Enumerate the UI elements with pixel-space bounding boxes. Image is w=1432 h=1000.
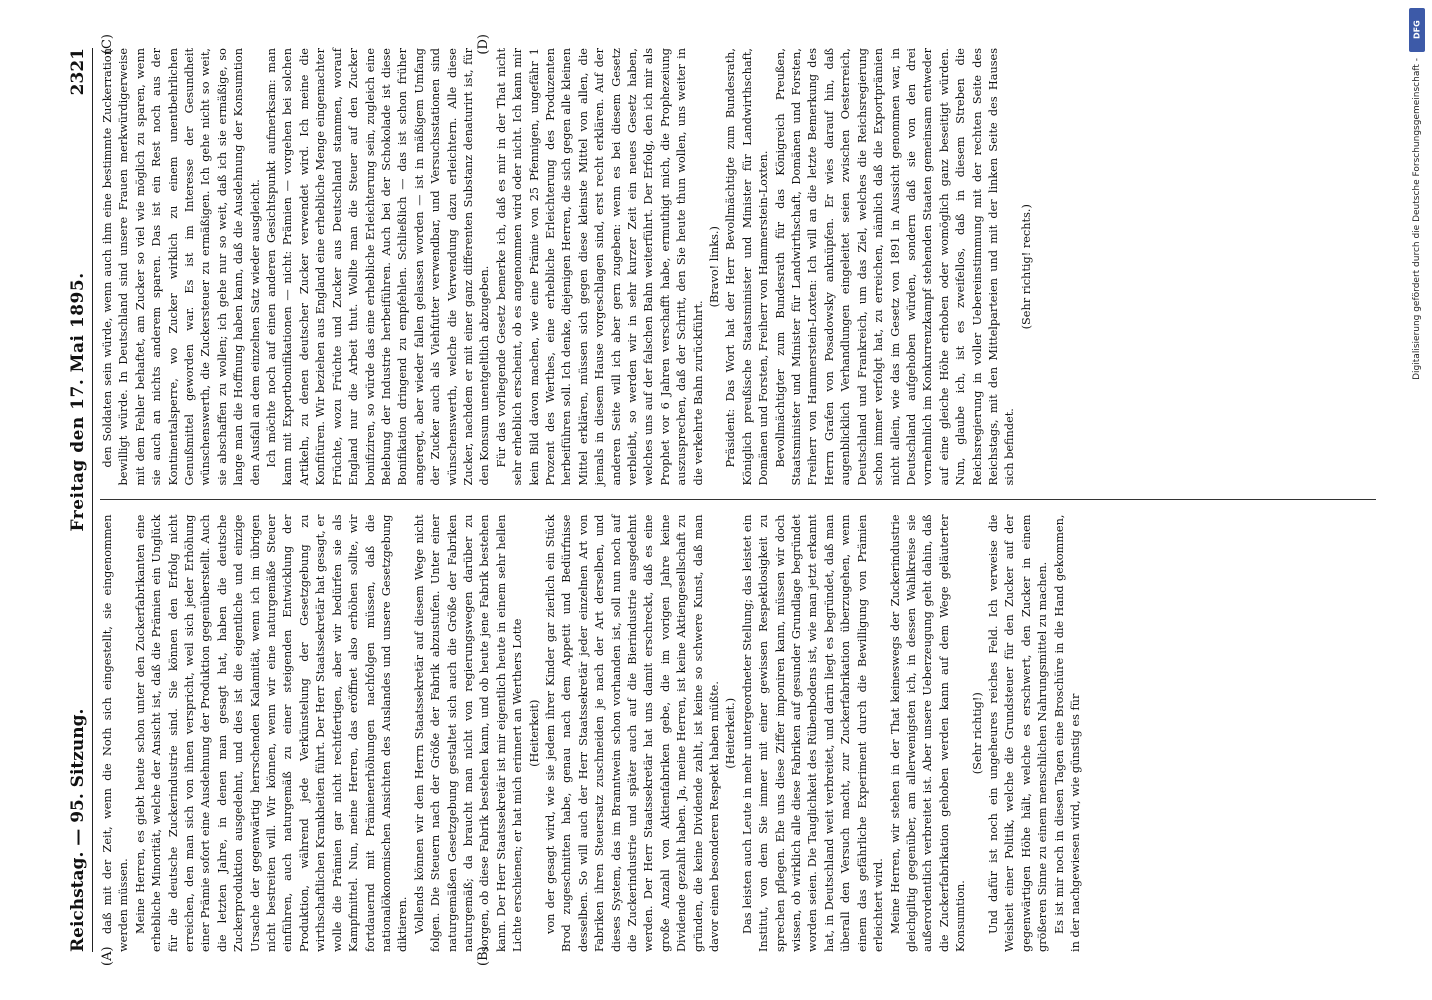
text-column-right <box>100 34 1376 486</box>
margin-marker-a: (A) <box>100 946 115 966</box>
paragraph: den Soldaten sein würde, wenn auch ihm eine bestimmte Zuckerration bewilligt würde. In Deutschland sind unsere Frauen merkwürdigerweise mit dem Fehler behaftet, am Zucker so viel wie möglich zu sparen, wenn sie auch an nichts anderem sparen. Das ist ein Rest noch aus der Kontinentalsperre, wo Zucker wirklich zu einem unentbehrlichen Genußmittel geworden war. Es ist im Interesse der Gesundheit wünschenswerth, die Zuckersteuer zu ermäßigen. Ich gehe nicht so weit, sie abschaffen zu wollen; ich gehe nur so weit, daß ich sie ermäßige, so lange man die Hoffnung haben kann, daß die Ausdehnung der Konsumtion den Ausfall an dem einzelnen Satz wieder ausgleicht. <box>101 48 262 486</box>
paragraph: Ich möchte noch auf einen anderen Gesichtspunkt aufmerksam: man kann mit Exportbonifikationen — nicht: Prämien — vorgehen bei solchen Artikeln, zu denen deutscher Zucker verwendet wird. Ich meine die Konfitüren. Wir beziehen aus England eine erhebliche Menge eingemachter Früchte, wozu Früchte und Zucker aus Deutschland stammen, worauf England nur die Arbeit thut. Wollte man die Steuer auf den Zucker bonifiziren, so würde das eine erhebliche Erleichterung sein, zugleich eine Belebung der Industrie herbeiführen. Auch bei der Schokolade ist diese Bonifikation dringend zu empfehlen. Schließlich — das ist schon früher angeregt, aber wieder fallen gelassen worden — ist in mäßigem Umfang der Zucker auch als Viehfutter verwendbar, und Versuchsstationen sind wünschenswerth, welche die Verwendung dazu erleichtern. Alle diese Zucker, nachdem er mit einer ganz differenten Substanz denaturirt ist, für den Konsum unentgeltlich abzugeben. <box>265 48 492 486</box>
column-divider <box>100 500 1376 501</box>
page-body <box>100 34 1376 966</box>
digitization-credit <box>1404 8 1430 598</box>
paragraph: Präsident: Das Wort hat der Herr Bevollmächtigte zum Bundesrath, Königlich preußische Staatsminister und Minister für Landwirthschaft, Domänen und Forsten, Freiherr von Hammerstein-Loxten. <box>724 48 771 486</box>
header-date: Freitag den 17. Mai 1895. <box>68 272 88 532</box>
paragraph: Vollends können wir dem Herrn Staatssekretär auf diesem Wege nicht folgen. Die Steuern nach der Größe der Fabrik abzustufen. Unter einer naturgemäßen Gesetzgebung gestaltet sich auch die Größe der Fabriken naturgemäß; da braucht man nicht von regierungswegen darüber zu sorgen, ob diese Fabrik bestehen kann, und ob heute jene Fabrik bestehen kann. Der Herr Staatssekretär ist mir eigentlich heute in einem sehr hellen Lichte erschienen; er hat mich erinnert an Werthers Lotte <box>412 514 525 952</box>
text-column-left <box>100 514 1376 966</box>
page-header <box>58 48 93 952</box>
paragraph: Und dafür ist noch ein ungeheures reiches Feld. Ich verweise die Weisheit einer Politik, welche die Grundsteuer für den Zucker auf der gegenwärtigen Höhe hält, welche es erschwert, den Zucker in einem größeren Sinne zu einem menschlichen Nahrungsmittel zu machen. <box>986 514 1050 952</box>
header-left: Reichstag. — 95. Sitzung. <box>68 708 88 952</box>
paragraph: Das leisten auch Leute in mehr untergeordneter Stellung; das leistet ein Institut, von dem Sie immer mit einer gewissen Respektlosigkeit zu sprechen pflegen. Ehe uns diese Ziffer imponiren kann, müssen wir doch wissen, ob wirklich alle diese Fabriken auf gesunder Grundlage begründet worden seien. Die Tauglichkeit des Rübenbodens ist, wie man jetzt erkannt hat, in Deutschland weit verbreitet, und darin liegt es begründet, daß man überall den Versuch macht, zur Zuckerfabrikation überzugehen, wenn einem das gefährliche Experiment durch die Bewilligung von Prämien erleichtert wird. <box>740 514 886 952</box>
paragraph: Für das vorliegende Gesetz bemerke ich, daß es mir in der That nicht sehr erheblich erscheint, ob es angenommen wird oder nicht. Ich kann mir kein Bild davon machen, wie eine Prämie von 25 Pfennigen, ungefähr 1 Prozent des Werthes, eine erhebliche Erleichterung des Produzenten herbeiführen soll. Ich denke, diejenigen Herren, die sich gegen alle kleinen Mittel erklären, müssen sich gegen diese kleinste Mittel von allen, die jemals in diesem Hause vorgeschlagen sind, erst recht erklären. Auf der anderen Seite will ich aber gern zugeben: wenn es bei diesem Gesetz verbleibt, so werden wir in sehr kurzer Zeit ein neues Gesetz haben, welches uns auf der falschen Bahn weiterführt. Der Erfolg, den ich mir als Prophet vor 6 Jahren verschafft habe, ermuthigt mich, die Prophezeiung auszusprechen, daß der Schritt, den Sie heute thun wollen, uns weiter in die verkehrte Bahn zurückführt. <box>494 48 705 486</box>
paragraph: Bevollmächtigter zum Bundesrath für das Königreich Preußen, Staatsminister und Minister für Landwirthschaft, Domänen und Forsten, Freiherr von Hammerstein-Loxten: Ich will an die letzte Bemerkung des Herrn Grafen von Posadowsky anknüpfen. Er wies darauf hin, daß augenblicklich Verhandlungen eingeleitet seien zwischen Oesterreich, Deutschland und Frankreich, um das Ziel, welches die Reichsregierung schon immer verfolgt hat, zu erreichen, nämlich daß die Exportprämien nicht allein, wie das im Gesetz von 1891 in Aussicht genommen war, in Deutschland aufgehoben würden, sondern daß sie von den drei vornehmlich im Konkurrenzkampf stehenden Staaten gemeinsam entweder auf eine gleiche Höhe erhoben oder womöglich ganz beseitigt würden. Nun, glaube ich, ist es zweifellos, daß in diesem Streben die Reichsregierung in voller Uebereinstimmung mit der rechten Seite des Reichstags, mit den Mittelparteien und mit der linken Seite des Hauses sich befindet. <box>773 48 1017 486</box>
margin-marker-d: (D) <box>476 34 491 55</box>
paragraph: daß mit der Zeit, wenn die Noth sich eingestellt, sie eingenommen werden müssen. <box>101 514 131 952</box>
credit-text: Digitalisierung gefördert durch die Deutsche Forschungsgemeinschaft - <box>1412 58 1422 380</box>
document-page <box>40 30 1392 970</box>
interjection: (Sehr richtig!) <box>970 692 984 775</box>
paragraph: von der gesagt wird, wie sie jedem ihrer Kinder gar zierlich ein Stück Brod zugeschnitten habe, genau nach dem Appetit und Bedürfnisse desselben. So will auch der Herr Staatssekretär jeder einzelnen Art von Fabriken ihren Steuersatz zuschneiden je nach der Art derselben, und dieses System, das im Branntwein schon vorhanden ist, soll nun noch auf die Zuckerindustrie und später auch auf die Bierindustrie ausgedehnt werden. Der Herr Staatssekretär hat uns damit erschreckt, daß es eine große Anzahl von Aktienfabriken gebe, die im vorigen Jahre keine Dividende gezahlt haben. Ja, meine Herren, ist keine Aktiengesellschaft zu gründen, die keine Dividende zahlt, ist keine so schwere Kunst, daß man davor einen besonderen Respekt haben müßte. <box>543 514 722 952</box>
interjection: (Bravo! links.) <box>708 226 722 308</box>
paragraph: Es ist mir noch in diesen Tagen eine Broschüre in die Hand gekommen, in der nachgewiesen wird, wie günstig es für <box>1052 514 1082 952</box>
interjection: (Heiterkeit.) <box>724 697 738 769</box>
margin-marker-c: (C) <box>100 34 115 55</box>
interjection: (Heiterkeit) <box>527 699 541 767</box>
margin-marker-b: (B) <box>476 946 491 966</box>
paragraph: Meine Herren, es giebt heute schon unter den Zuckerfabrikanten eine erhebliche Minorität, welche der Ansicht ist, daß die Prämien ein Unglück für die deutsche Zuckerindustrie sind. Sie können den Erfolg nicht erreichen, den man sich von ihnen verspricht, weil sich jeder Erhöhung einer Prämie sofort eine Ausdehnung der Produktion gegenüberstellt. Auch die letzten Jahre, in denen man gesagt hat, haben die deutsche Zuckerproduktion ausgedehnt, und dies ist die eigentliche und einzige Ursache der gegenwärtig herrschenden Kalamität, wenn ich im übrigen nicht bestreiten will. Wir können, wenn wir eine naturgemäße Steuer einführen, auch naturgemäß zu einer steigenden Entwicklung der Produktion, während jede Verkünstelung der Gesetzgebung zu wirthschaftlichen Krankheiten führt. Der Herr Staatssekretär hat gesagt, er wolle die Prämien gar nicht rechtfertigen, aber wir bedürfen sie als Kampfmittel. Nun, meine Herren, das eröffnet also erhöhen sollte, wir fortdauernd mit Prämienerhöhungen nachfolgen müssen, daß die nationalökonomischen Ansichten des Auslandes und unsere Gesetzgebung diktieren. <box>133 514 410 952</box>
paragraph: Meine Herren, wir stehen in der That keineswegs der Zuckerindustrie gleichgiltig gegenüber, am allerwenigsten ich, in dessen Wahlkreise sie außerordentlich verbreitet ist. Aber unsere Ueberzeugung geht dahin, daß die Zuckerfabrikation gehoben werden kann auf dem Wege geläuterter Konsumtion. <box>888 514 968 952</box>
interjection: (Sehr richtig! rechts.) <box>1019 204 1033 330</box>
page-number: 2321 <box>68 48 88 96</box>
dfg-logo: DFG <box>1409 8 1425 52</box>
